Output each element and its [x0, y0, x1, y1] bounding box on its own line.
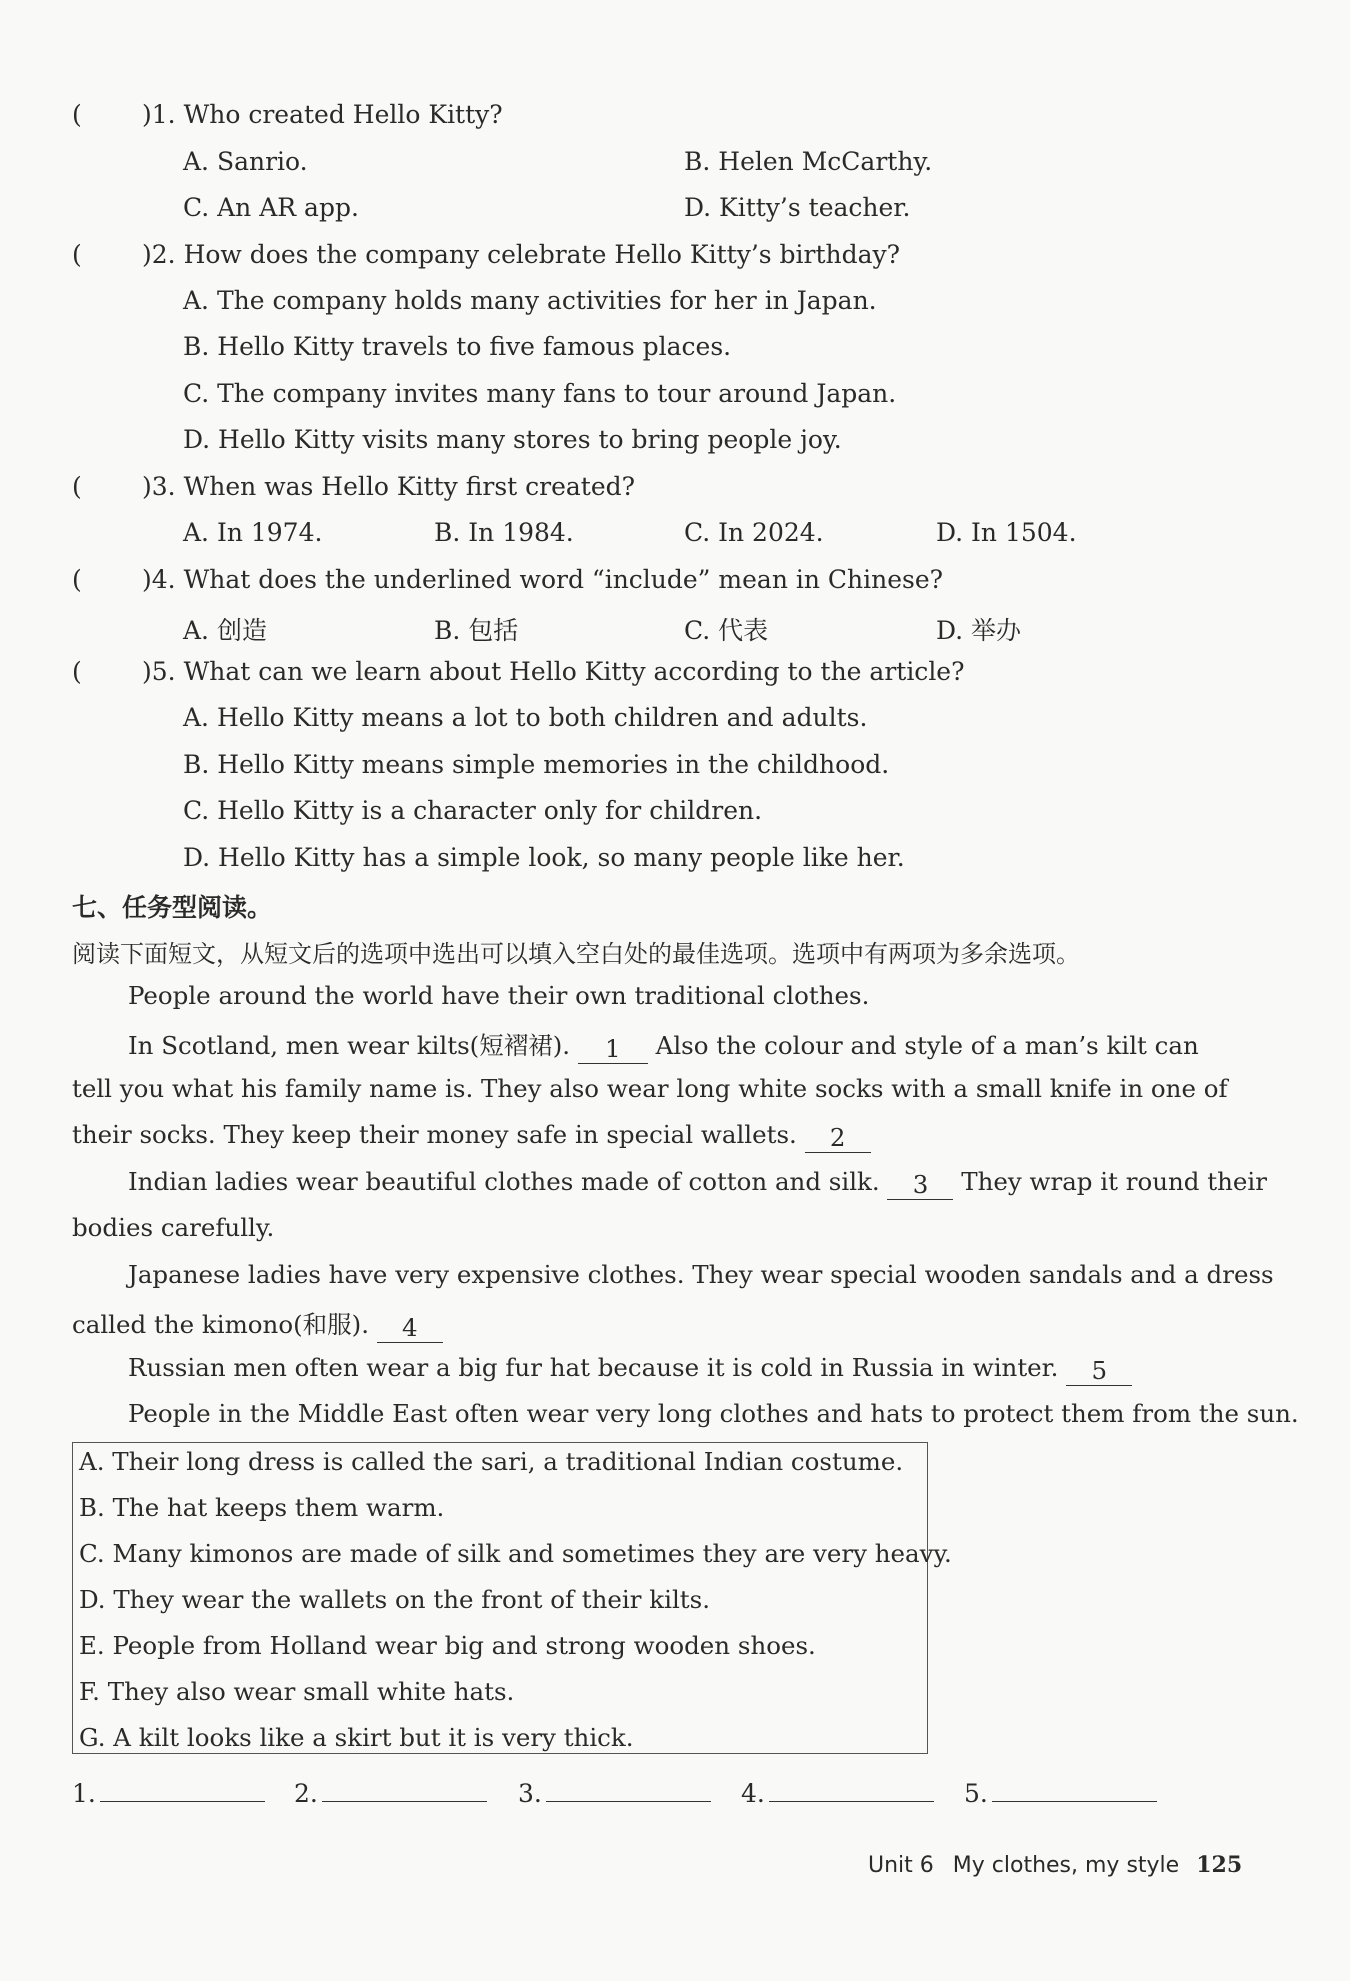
option-2c: C. The company invites many fans to tour around Japan. — [183, 379, 897, 408]
answer-line-2[interactable] — [322, 1775, 487, 1802]
page-number: 125 — [1196, 1852, 1243, 1878]
passage-paragraph-3: Indian ladies wear beautiful clothes made of cotton and silk. 3 They wrap it round their — [128, 1167, 1267, 1199]
section-instruction: 阅读下面短文，从短文后的选项中选出可以填入空白处的最佳选项。选项中有两项为多余选项。 — [72, 940, 1080, 968]
box-option-c: C. Many kimonos are made of silk and sometimes they are very heavy. — [79, 1539, 952, 1568]
section-title: 七、任务型阅读。 — [72, 893, 273, 922]
option-3a: A. In 1974. — [183, 518, 323, 547]
box-option-a: A. Their long dress is called the sari, a traditional Indian costume. — [79, 1447, 904, 1476]
question-number: )2. — [142, 240, 184, 269]
question-number: )1. — [142, 100, 184, 129]
answer-bracket[interactable]: ( — [72, 472, 82, 501]
question-number: )3. — [142, 472, 184, 501]
blank-4[interactable]: 4 — [377, 1314, 443, 1343]
option-3c: C. In 2024. — [684, 518, 824, 547]
answer-slot-3: 3. — [518, 1775, 711, 1808]
question-text: How does the company celebrate Hello Kitty’s birthday? — [183, 240, 901, 269]
passage-paragraph-5: Russian men often wear a big fur hat because it is cold in Russia in winter. 5 — [128, 1353, 1132, 1383]
question-text: What can we learn about Hello Kitty according to the article? — [183, 657, 965, 686]
option-1c: C. An AR app. — [183, 193, 359, 222]
option-2b: B. Hello Kitty travels to five famous places. — [183, 332, 732, 361]
footer-unit: Unit 6 — [868, 1853, 934, 1878]
passage-line: called the kimono(和服). 4 — [72, 1306, 443, 1341]
answer-slot-2: 2. — [294, 1775, 487, 1808]
options-box — [72, 1442, 952, 1754]
question-number: )5. — [142, 657, 184, 686]
answer-bracket[interactable]: ( — [72, 565, 82, 594]
option-2d: D. Hello Kitty visits many stores to bring people joy. — [183, 425, 842, 454]
answer-bracket[interactable]: ( — [72, 657, 82, 686]
question-text: What does the underlined word “include” mean in Chinese? — [183, 565, 944, 594]
passage-paragraph-1: People around the world have their own traditional clothes. — [128, 981, 870, 1010]
option-5b: B. Hello Kitty means simple memories in the childhood. — [183, 750, 890, 779]
option-5c: C. Hello Kitty is a character only for children. — [183, 796, 763, 825]
box-option-d: D. They wear the wallets on the front of their kilts. — [79, 1585, 710, 1614]
option-4a: A. 创造 — [183, 616, 267, 645]
answer-line-4[interactable] — [769, 1775, 934, 1802]
answer-bracket[interactable]: ( — [72, 240, 82, 269]
box-option-g: G. A kilt looks like a skirt but it is very thick. — [79, 1723, 634, 1752]
option-5a: A. Hello Kitty means a lot to both children and adults. — [183, 703, 868, 732]
question-number: )4. — [142, 565, 184, 594]
passage-line: tell you what his family name is. They also wear long white socks with a small knife in one of — [72, 1074, 1228, 1103]
footer-title: My clothes, my style — [952, 1853, 1180, 1878]
answer-bracket[interactable]: ( — [72, 100, 82, 129]
passage-line: their socks. They keep their money safe in special wallets. 2 — [72, 1120, 871, 1150]
answer-line-3[interactable] — [546, 1775, 711, 1802]
option-1b: B. Helen McCarthy. — [684, 147, 933, 176]
answer-slot-4: 4. — [741, 1775, 934, 1808]
passage-line: bodies carefully. — [72, 1213, 275, 1242]
answer-slot-1: 1. — [72, 1775, 265, 1808]
passage-paragraph-2: In Scotland, men wear kilts(短褶裙). 1 Also the colour and style of a man’s kilt can — [128, 1031, 1199, 1063]
answer-line-1[interactable] — [100, 1775, 265, 1802]
blank-2[interactable]: 2 — [805, 1124, 871, 1153]
blank-3[interactable]: 3 — [887, 1171, 953, 1200]
passage-paragraph-6: People in the Middle East often wear very long clothes and hats to protect them from the sun. — [128, 1399, 1299, 1428]
box-option-f: F. They also wear small white hats. — [79, 1677, 515, 1706]
page-footer — [868, 1852, 1242, 1878]
option-4c: C. 代表 — [684, 616, 769, 645]
option-3d: D. In 1504. — [936, 518, 1077, 547]
answer-slot-5: 5. — [964, 1775, 1157, 1808]
option-4b: B. 包括 — [434, 616, 519, 645]
question-text: When was Hello Kitty first created? — [183, 472, 636, 501]
question-text: Who created Hello Kitty? — [183, 100, 503, 129]
option-1d: D. Kitty’s teacher. — [684, 193, 911, 222]
blank-5[interactable]: 5 — [1066, 1357, 1132, 1386]
option-1a: A. Sanrio. — [183, 147, 308, 176]
passage-paragraph-4: Japanese ladies have very expensive clothes. They wear special wooden sandals and a dress — [128, 1260, 1274, 1289]
blank-1[interactable]: 1 — [578, 1035, 648, 1064]
box-option-b: B. The hat keeps them warm. — [79, 1493, 445, 1522]
box-option-e: E. People from Holland wear big and strong wooden shoes. — [79, 1631, 816, 1660]
option-4d: D. 举办 — [936, 616, 1022, 645]
option-5d: D. Hello Kitty has a simple look, so many people like her. — [183, 843, 905, 872]
option-3b: B. In 1984. — [434, 518, 574, 547]
option-2a: A. The company holds many activities for her in Japan. — [183, 286, 877, 315]
answer-line-5[interactable] — [992, 1775, 1157, 1802]
